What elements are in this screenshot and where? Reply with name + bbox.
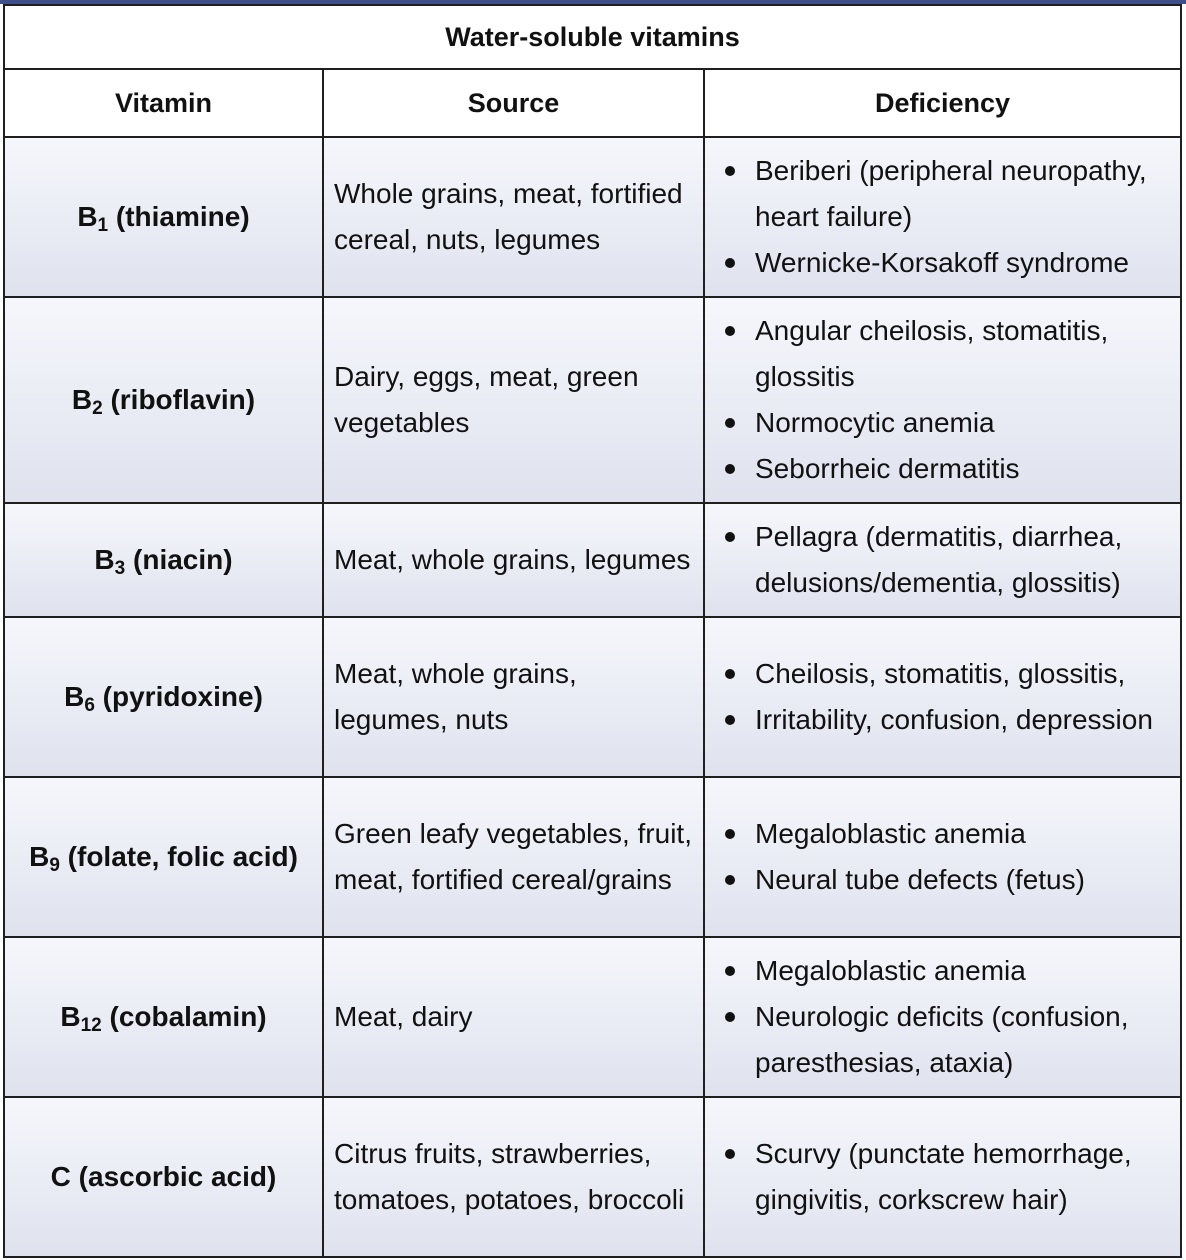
deficiency-cell: [704, 777, 1181, 937]
vitamins-table: [3, 4, 1182, 1258]
deficiency-cell: [704, 937, 1181, 1097]
vitamin-letter: B: [94, 544, 115, 575]
deficiency-cell: [704, 297, 1181, 503]
deficiency-item: Wernicke-Korsakoff syndrome: [705, 240, 1180, 286]
vitamin-cell: [4, 617, 323, 777]
deficiency-cell: [704, 1097, 1181, 1257]
vitamin-letter: C: [50, 1161, 71, 1192]
deficiency-list: [705, 514, 1180, 606]
deficiency-cell: [704, 617, 1181, 777]
source-cell: Citrus fruits, strawberries, tomatoes, potatoes, broccoli: [323, 1097, 704, 1257]
vitamin-cell: [4, 137, 323, 297]
source-cell: Meat, dairy: [323, 937, 704, 1097]
header-vitamin: Vitamin: [4, 69, 323, 137]
deficiency-item: Scurvy (punctate hemorrhage, gingivitis, corkscrew hair): [705, 1131, 1180, 1223]
table-row: [4, 937, 1181, 1097]
deficiency-list: [705, 651, 1180, 743]
vitamin-name: (ascorbic acid): [70, 1161, 277, 1192]
vitamin-cell: [4, 297, 323, 503]
source-cell: Dairy, eggs, meat, green vegetables: [323, 297, 704, 503]
deficiency-list: [705, 948, 1180, 1086]
vitamin-letter: B: [64, 681, 85, 712]
vitamin-subscript: 3: [114, 558, 126, 579]
deficiency-item: Beriberi (peripheral neuropathy, heart failure): [705, 148, 1180, 240]
table-row: [4, 617, 1181, 777]
vitamin-cell: [4, 777, 323, 937]
vitamin-cell: [4, 937, 323, 1097]
vitamin-subscript: 1: [97, 215, 109, 236]
deficiency-list: [705, 1131, 1180, 1223]
vitamin-cell: [4, 503, 323, 617]
deficiency-item: Normocytic anemia: [705, 400, 1180, 446]
deficiency-list: [705, 148, 1180, 286]
deficiency-item: Pellagra (dermatitis, diarrhea, delusions/dementia, glossitis): [705, 514, 1180, 606]
deficiency-item: Megaloblastic anemia: [705, 948, 1180, 994]
source-cell: Meat, whole grains, legumes: [323, 503, 704, 617]
deficiency-list: [705, 308, 1180, 492]
deficiency-item: Seborrheic dermatitis: [705, 446, 1180, 492]
deficiency-item: Angular cheilosis, stomatitis, glossitis: [705, 308, 1180, 400]
vitamin-name: (folate, folic acid): [59, 841, 298, 872]
table-title: Water-soluble vitamins: [4, 5, 1181, 69]
vitamin-name: (cobalamin): [101, 1001, 267, 1032]
table-row: [4, 777, 1181, 937]
vitamin-name: (pyridoxine): [94, 681, 263, 712]
vitamin-letter: B: [29, 841, 50, 872]
vitamin-subscript: 9: [49, 855, 60, 876]
header-source: Source: [323, 69, 704, 137]
table-body: [4, 137, 1181, 1257]
source-cell: Green leafy vegetables, fruit, meat, fortified cereal/grains: [323, 777, 704, 937]
deficiency-item: Neural tube defects (fetus): [705, 857, 1180, 903]
vitamin-subscript: 2: [92, 398, 103, 419]
vitamin-cell: [4, 1097, 323, 1257]
vitamin-letter: B: [60, 1001, 81, 1032]
deficiency-cell: [704, 137, 1181, 297]
deficiency-item: Cheilosis, stomatitis, glossitis,: [705, 651, 1180, 697]
deficiency-item: Megaloblastic anemia: [705, 811, 1180, 857]
table-row: [4, 1097, 1181, 1257]
table-row: [4, 297, 1181, 503]
deficiency-list: [705, 811, 1180, 903]
deficiency-item: Irritability, confusion, depression: [705, 697, 1180, 743]
vitamin-name: (riboflavin): [102, 384, 256, 415]
table-row: [4, 503, 1181, 617]
vitamin-name: (thiamine): [108, 201, 250, 232]
table-row: [4, 137, 1181, 297]
deficiency-cell: [704, 503, 1181, 617]
source-cell: Whole grains, meat, fortified cereal, nuts, legumes: [323, 137, 704, 297]
vitamin-letter: B: [77, 201, 98, 232]
header-deficiency: Deficiency: [704, 69, 1181, 137]
source-cell: Meat, whole grains, legumes, nuts: [323, 617, 704, 777]
vitamin-subscript: 12: [80, 1015, 102, 1036]
vitamin-letter: B: [71, 384, 93, 415]
vitamin-name: (niacin): [125, 544, 233, 575]
vitamin-subscript: 6: [84, 695, 95, 716]
deficiency-item: Neurologic deficits (confusion, paresthesias, ataxia): [705, 994, 1180, 1086]
